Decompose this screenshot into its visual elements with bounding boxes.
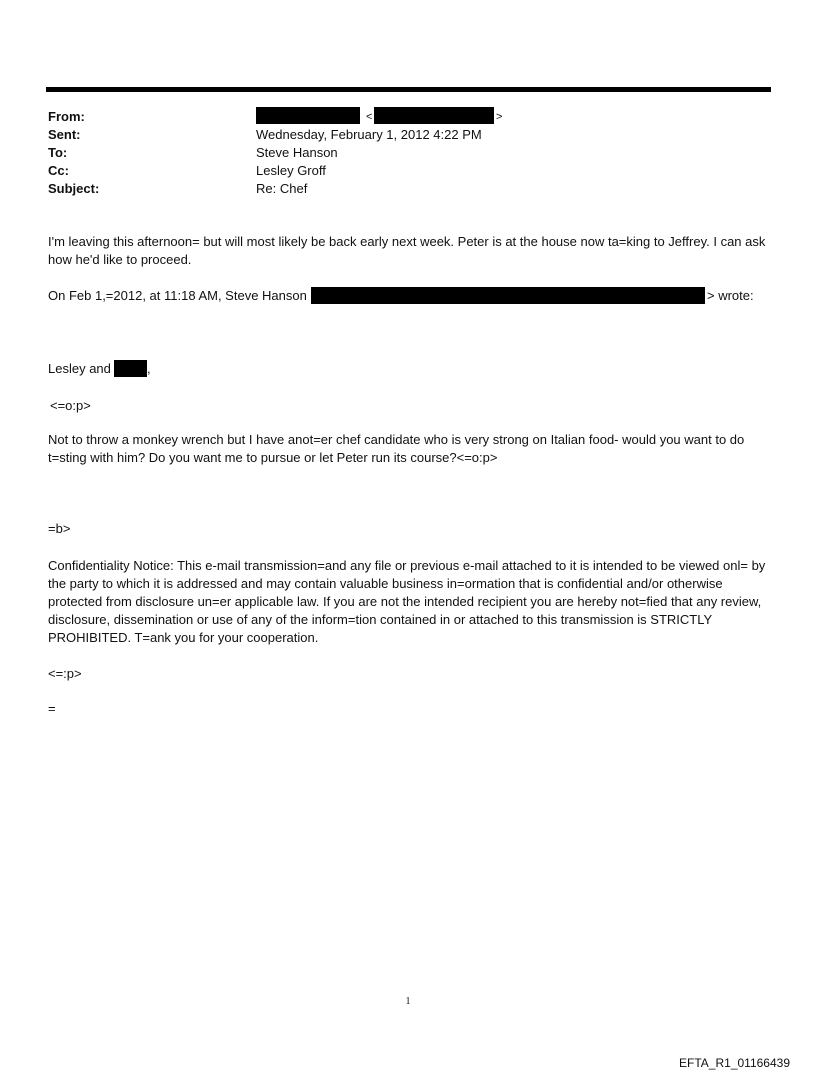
subject-value: Re: Chef <box>256 181 308 196</box>
greeting-suffix: , <box>147 361 151 376</box>
quoted-message-paragraph: Not to throw a monkey wrench but I have anot=er chef candidate who is very strong on Italian food- would you want to do t=sting with him? Do you want me to pursue or let Peter run its course?<=o:p> <box>48 432 745 465</box>
from-gt: > <box>496 111 503 123</box>
confidentiality-notice: Confidentiality Notice: This e-mail transmission=and any file or previous e-mail attached to it is intended to be viewed onl= by the party to which it is addressed and may contain valuable business in=ormation that is confidential and/or otherwise protected from disclosure un=er applicable law. If you are not the intended recipient you are hereby not=fied that any review, disclosure, dissemination or use of any of the inform=tion contained in or attached to this transmission is STRICTLY PROHIBITED. T=ank you for your cooperation. <box>48 558 766 645</box>
sent-label: Sent: <box>48 127 81 142</box>
markup-artifact-3: <=:p> <box>48 666 82 681</box>
redacted-sender-name <box>256 107 360 124</box>
redacted-quoted-email <box>311 287 705 304</box>
from-label: From: <box>48 109 85 124</box>
markup-artifact-1: <=o:p> <box>50 398 91 413</box>
document-id: EFTA_R1_01166439 <box>679 1056 790 1070</box>
markup-artifact-2: =b> <box>48 521 71 536</box>
cc-label: Cc: <box>48 163 69 178</box>
greeting-prefix: Lesley and <box>48 361 111 376</box>
quote-intro-suffix: > wrote: <box>707 288 754 303</box>
header-divider <box>46 87 771 92</box>
subject-label: Subject: <box>48 181 100 196</box>
markup-artifact-4: = <box>48 701 56 716</box>
sent-value: Wednesday, February 1, 2012 4:22 PM <box>256 127 482 142</box>
redacted-sender-email <box>374 107 494 124</box>
to-label: To: <box>48 145 68 160</box>
cc-value: Lesley Groff <box>256 163 326 178</box>
from-lt: < <box>366 111 373 123</box>
reply-paragraph: I'm leaving this afternoon= but will most likely be back early next week. Peter is at the house now ta=king to Jeffrey. I can ask how he'd like to proceed. <box>48 234 766 267</box>
redacted-greeting-name <box>114 360 147 377</box>
to-value: Steve Hanson <box>256 145 338 160</box>
page-number: 1 <box>405 996 411 1007</box>
quote-intro-prefix: On Feb 1,=2012, at 11:18 AM, Steve Hanson <box>48 288 307 303</box>
